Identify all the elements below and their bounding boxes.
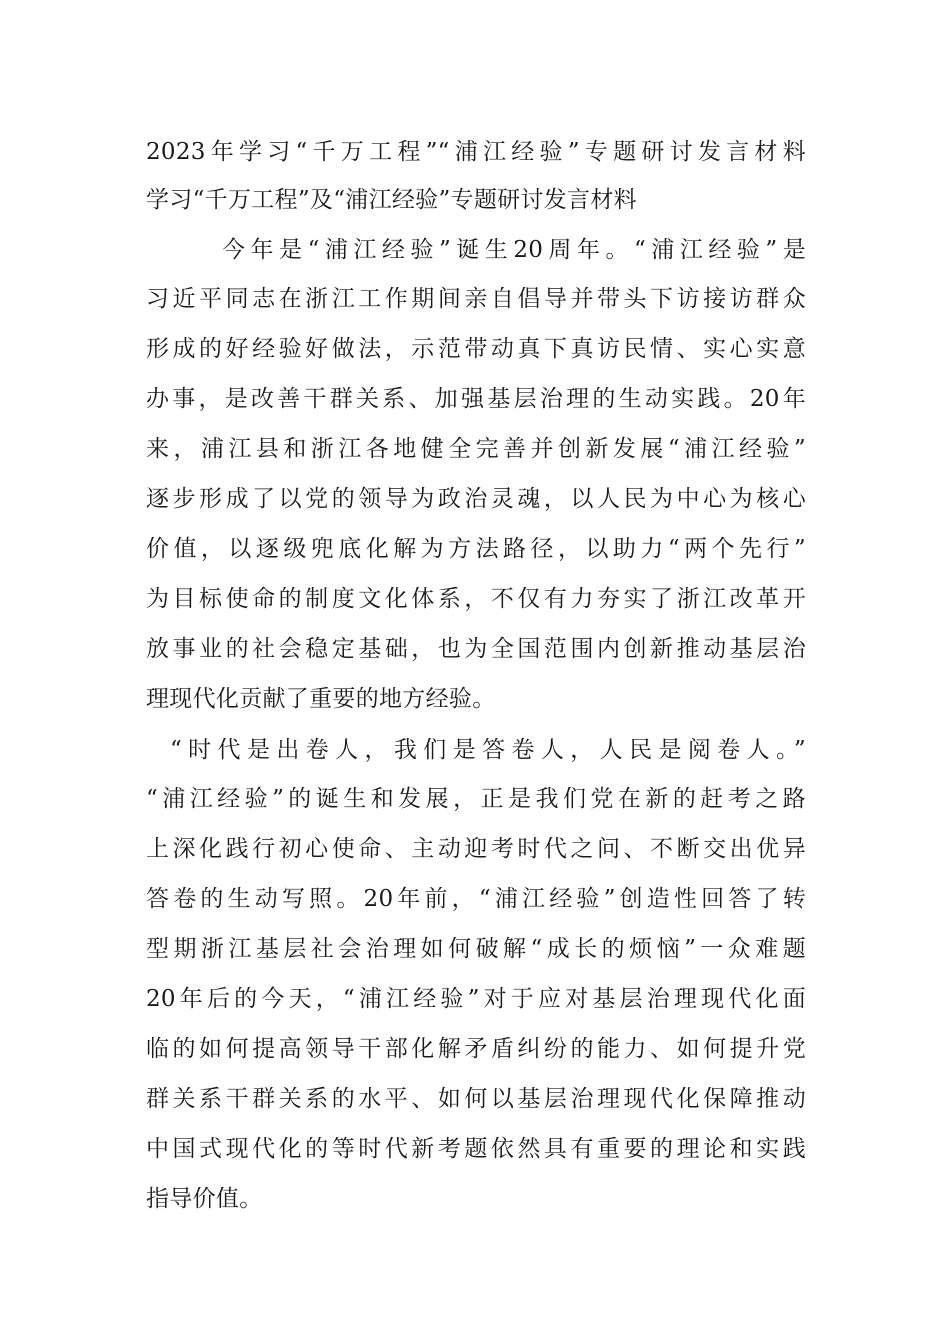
paragraph-line: 价值，以逐级兜底化解为方法路径，以助力“两个先行” — [146, 536, 806, 562]
paragraph-line: 来，浦江县和浙江各地健全完善并创新发展“浦江经验” — [146, 436, 806, 462]
paragraph-line: 逐步形成了以党的领导为政治灵魂，以人民为中心为核心 — [146, 486, 806, 512]
paragraph-line: 中国式现代化的等时代新考题依然具有重要的理论和实践 — [146, 1136, 806, 1162]
paragraph-line: 型期浙江基层社会治理如何破解“成长的烦恼”一众难题 — [146, 936, 806, 962]
paragraph-line: 临的如何提高领导干部化解矛盾纠纷的能力、如何提升党 — [146, 1036, 806, 1062]
paragraph-line: 上深化践行初心使命、主动迎考时代之问、不断交出优异 — [146, 836, 806, 862]
paragraph-line: 办事，是改善干群关系、加强基层治理的生动实践。20年 — [146, 386, 806, 412]
paragraph-line: 20年后的今天，“浦江经验”对于应对基层治理现代化面 — [146, 986, 806, 1012]
paragraph-line: 理现代化贡献了重要的地方经验。 — [146, 686, 496, 712]
paragraph-line: “浦江经验”的诞生和发展，正是我们党在新的赶考之路 — [146, 786, 806, 812]
document-subtitle: 学习“千万工程”及“浦江经验”专题研讨发言材料 — [146, 187, 637, 213]
paragraph-line: 为目标使命的制度文化体系，不仅有力夯实了浙江改革开 — [146, 586, 806, 612]
paragraph-line: 形成的好经验好做法，示范带动真下真访民情、实心实意 — [146, 336, 806, 362]
paragraph-line: “时代是出卷人，我们是答卷人，人民是阅卷人。” — [170, 737, 806, 763]
document-title: 2023年学习“千万工程”“浦江经验”专题研讨发言材料 — [146, 139, 806, 165]
paragraph-line: 放事业的社会稳定基础，也为全国范围内创新推动基层治 — [146, 636, 806, 662]
paragraph-line: 习近平同志在浙江工作期间亲自倡导并带头下访接访群众 — [146, 286, 806, 312]
paragraph-line: 指导价值。 — [146, 1186, 263, 1212]
paragraph-line: 群关系干群关系的水平、如何以基层治理现代化保障推动 — [146, 1086, 806, 1112]
paragraph-line: 今年是“浦江经验”诞生20周年。“浦江经验”是 — [222, 237, 806, 263]
paragraph-line: 答卷的生动写照。20年前，“浦江经验”创造性回答了转 — [146, 886, 806, 912]
